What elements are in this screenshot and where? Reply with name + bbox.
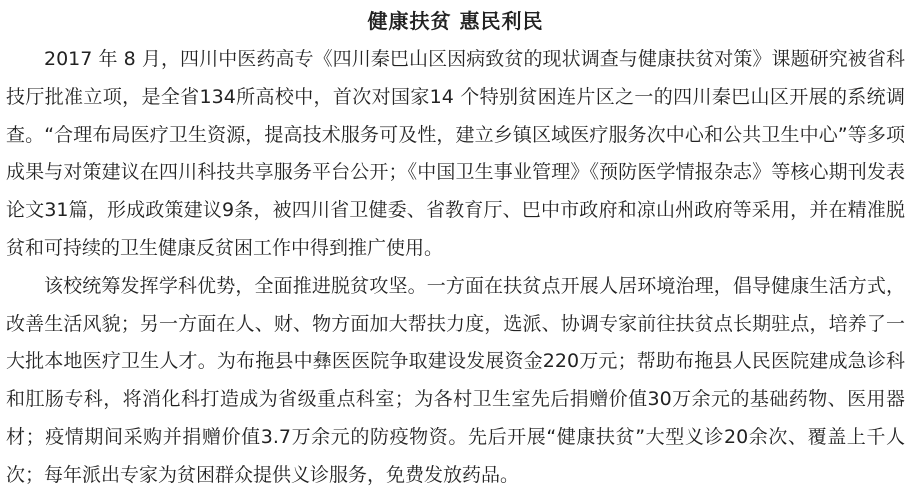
article-paragraph-2: 该校统筹发挥学科优势，全面推进脱贫攻坚。一方面在扶贫点开展人居环境治理，倡导健康生活方式，改善生活风貌；另一方面在人、财、物方面加大帮扶力度，选派、协调专家前往扶贫点长期驻点，培养了一大批本地医疗卫生人才。为布拖县中彝医医院争取建设发展资金220万元；帮助布拖县人民医院建成急诊科和肛肠专科，将消化科打造成为省级重点科室；为各村卫生室先后捐赠价值30万余元的基础药物、医用器材；疫情期间采购并捐赠价值3.7万余元的防疫物资。先后开展“健康扶贫”大型义诊20余次、覆盖上千人次；每年派出专家为贫困群众提供义诊服务，免费发放药品。	[6, 274, 905, 486]
article-title: 健康扶贫 惠民利民	[367, 9, 544, 33]
article-paragraph-1: 2017 年 8 月，四川中医药高专《四川秦巴山区因病致贫的现状调查与健康扶贫对策》课题研究被省科技厅批准立项，是全省134所高校中，首次对国家14 个特别贫困连片区之一的四川秦巴山区开展的系统调查。“合理布局医疗卫生资源，提高技术服务可及性，建立乡镇区域医疗服务次中心和公共卫生中心”等多项成果与对策建议在四川科技共享服务平台公开；《中国卫生事业管理》《预防医学情报杂志》等核心期刊发表论文31篇，形成政策建议9条，被四川省卫健委、省教育厅、巴中市政府和凉山州政府等采用，并在精准脱贫和可持续的卫生健康反贫困工作中得到推广使用。	[6, 48, 905, 259]
